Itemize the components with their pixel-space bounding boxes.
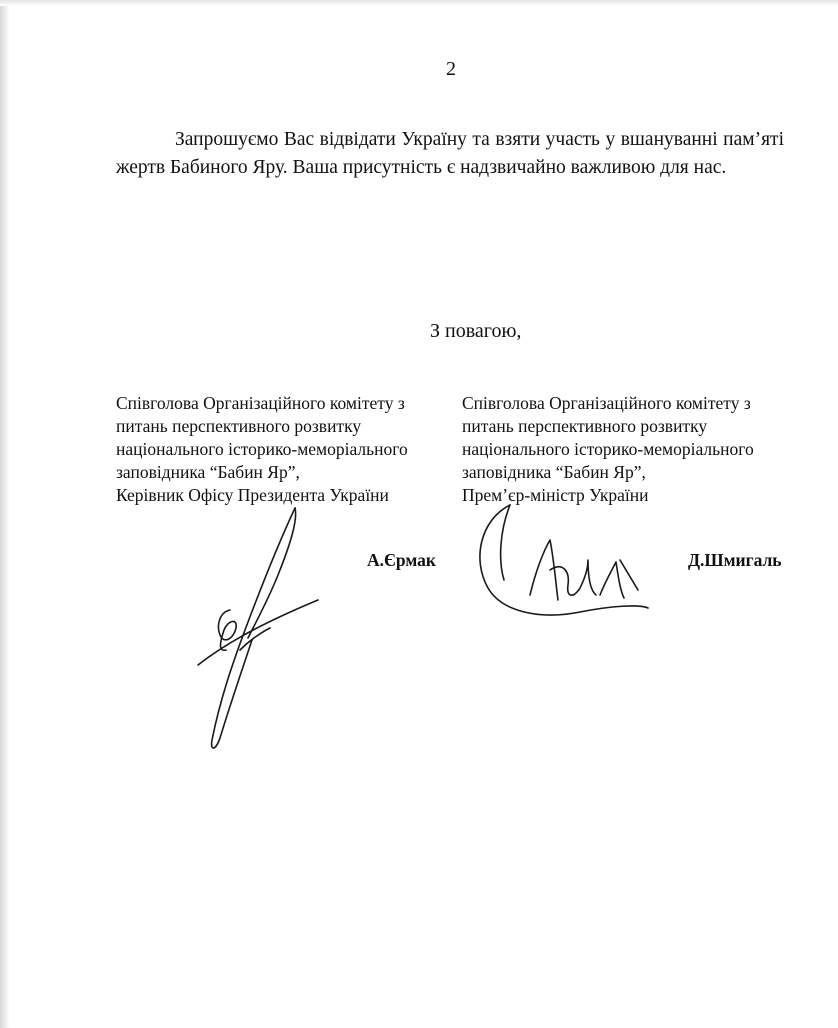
page-top-shadow [0, 0, 838, 6]
handwritten-signature-icon [190, 500, 330, 760]
signer-name-right: Д.Шмигаль [688, 550, 782, 570]
signer-title-left: Співголова Організаційного комітету з питань перспективного розвитку національного історико-меморіального заповідника “Бабин Яр”, Керівник Офісу Президента України [116, 393, 408, 505]
signer-title-right: Співголова Організаційного комітету з питань перспективного розвитку національного історико-меморіального заповідника “Бабин Яр”, Прем’єр-міністр України [462, 393, 754, 505]
signer-name-left: А.Єрмак [367, 550, 436, 570]
handwritten-signature-icon [470, 500, 660, 630]
page-edge-shadow [0, 0, 10, 1028]
body-paragraph: Запрошуємо Вас відвідати Україну та взяти участь у вшануванні пам’яті жертв Бабиного Яру. Ваша присутність є надзвичайно важливою для нас. [116, 129, 784, 178]
closing-salutation: З повагою, [430, 320, 522, 342]
page-number: 2 [446, 58, 456, 80]
